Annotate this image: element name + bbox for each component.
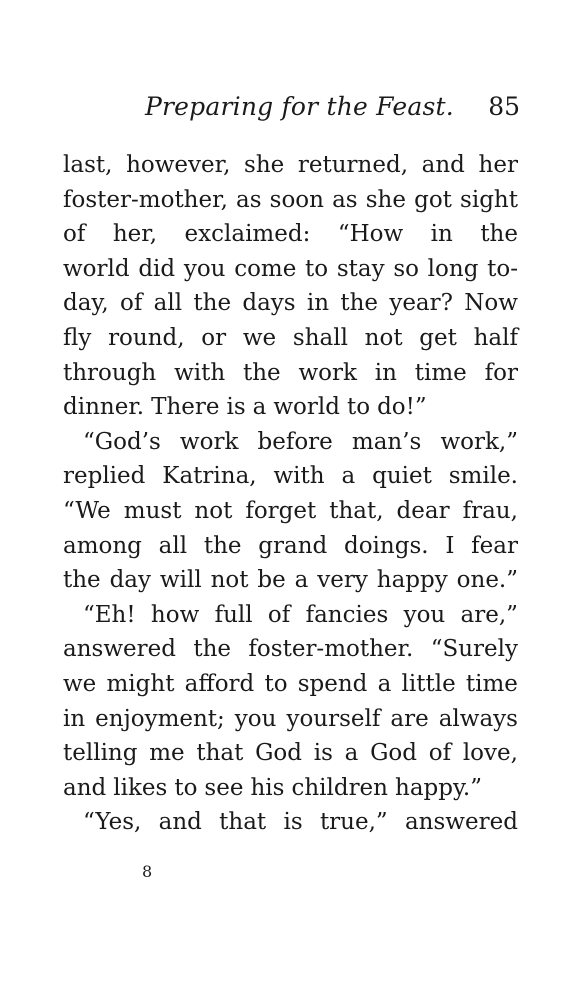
word: with <box>174 359 226 386</box>
word: fancies <box>305 601 389 628</box>
word: “Eh! <box>83 601 136 628</box>
word: “We <box>63 497 111 524</box>
word: answered <box>404 809 518 836</box>
word: spend <box>297 670 368 697</box>
word: of <box>267 601 291 628</box>
signature-mark: 8 <box>142 862 153 881</box>
word: of <box>63 221 86 248</box>
text-line <box>63 252 518 287</box>
text-line <box>63 356 518 391</box>
word: soon <box>269 186 324 213</box>
word: “How <box>337 221 404 248</box>
word: little <box>401 670 456 697</box>
word: work,” <box>440 428 518 455</box>
word: not <box>364 324 403 351</box>
word: world <box>63 255 130 282</box>
word: all <box>153 290 183 317</box>
word: must <box>123 497 182 524</box>
word: is <box>283 809 303 836</box>
word: world <box>273 394 340 421</box>
text-line <box>63 563 518 598</box>
text-line <box>63 390 518 425</box>
word: sight <box>460 186 518 213</box>
word: is <box>226 394 246 421</box>
word: always <box>438 705 518 732</box>
text-line <box>63 529 518 564</box>
word: a <box>294 567 309 594</box>
word: true,” <box>319 809 388 836</box>
word: exclaimed: <box>184 221 311 248</box>
text-line <box>63 459 518 494</box>
word: returned, <box>297 152 409 178</box>
word: dinner. <box>63 394 145 421</box>
word: the <box>193 636 232 663</box>
page-number: 85 <box>488 92 520 121</box>
word: for <box>484 359 518 386</box>
word: man’s <box>351 428 422 455</box>
word: There <box>151 394 220 421</box>
word: to <box>346 394 371 421</box>
word: enjoyment; <box>95 705 225 732</box>
word: and <box>158 809 202 836</box>
word: to <box>174 774 198 801</box>
word: did <box>138 255 176 282</box>
word: me <box>149 740 185 767</box>
word: children <box>291 774 388 801</box>
word: of <box>428 740 452 767</box>
word: and <box>63 774 107 801</box>
word: that, <box>329 497 384 524</box>
word: Now <box>464 290 518 317</box>
word: do!” <box>377 394 427 421</box>
body-text <box>63 148 518 840</box>
word: replied <box>63 463 146 490</box>
word: of <box>119 290 143 317</box>
text-line <box>63 771 518 806</box>
text-line <box>63 702 518 737</box>
word: stay <box>336 255 385 282</box>
word: all <box>158 532 188 559</box>
word: to- <box>487 255 518 282</box>
word: and <box>421 152 465 178</box>
word: the <box>203 532 242 559</box>
word: “God’s <box>83 428 161 455</box>
text-line <box>63 632 518 667</box>
word: afford <box>184 670 255 697</box>
word: will <box>159 567 202 594</box>
text-line <box>63 183 518 218</box>
running-title: Preparing for the Feast. <box>145 92 454 121</box>
word: last, <box>63 152 113 178</box>
word: day, <box>63 290 109 317</box>
word: you <box>183 255 226 282</box>
word: with <box>273 463 325 490</box>
word: dear <box>396 497 450 524</box>
word: so <box>393 255 419 282</box>
word: happy.” <box>395 774 482 801</box>
word: that <box>219 809 267 836</box>
word: not <box>210 567 249 594</box>
word: time <box>414 359 467 386</box>
word: in <box>430 221 453 248</box>
word: grand <box>258 532 328 559</box>
word: fear <box>471 532 518 559</box>
word: the <box>193 290 232 317</box>
word: as <box>332 186 358 213</box>
word: likes <box>113 774 168 801</box>
word: one.” <box>456 567 518 594</box>
word: doings. <box>343 532 429 559</box>
word: might <box>106 670 175 697</box>
word: her <box>478 152 518 178</box>
text-line <box>63 286 518 321</box>
word: how <box>150 601 200 628</box>
word: telling <box>63 740 138 767</box>
word: frau, <box>462 497 518 524</box>
word: to <box>305 255 329 282</box>
word: the <box>242 359 281 386</box>
word: we <box>242 324 277 351</box>
word: the <box>340 290 379 317</box>
word: time <box>465 670 518 697</box>
word: she <box>365 186 406 213</box>
word: not <box>194 497 233 524</box>
word: her, <box>112 221 158 248</box>
word: forget <box>245 497 317 524</box>
word: be <box>257 567 286 594</box>
word: a <box>344 740 359 767</box>
word: days <box>242 290 296 317</box>
word: she <box>244 152 285 178</box>
word: get <box>419 324 457 351</box>
text-line <box>63 598 518 633</box>
word: see <box>204 774 244 801</box>
word: a <box>252 394 267 421</box>
word: in <box>63 705 86 732</box>
word: through <box>63 359 157 386</box>
word: the <box>63 567 101 594</box>
word: that <box>196 740 244 767</box>
word: you <box>403 601 446 628</box>
word: work <box>179 428 239 455</box>
word: foster-mother. <box>248 636 414 663</box>
word: are <box>390 705 429 732</box>
word: got <box>414 186 452 213</box>
word: in <box>306 290 330 317</box>
word: foster-mother, <box>63 186 228 213</box>
word: God <box>255 740 303 767</box>
word: the <box>480 221 518 248</box>
word: a <box>341 463 356 490</box>
word: half <box>473 324 518 351</box>
word: a <box>377 670 392 697</box>
text-line <box>63 425 518 460</box>
word: long <box>427 255 479 282</box>
word: round, <box>108 324 185 351</box>
word: very <box>317 567 368 594</box>
word: fly <box>63 324 92 351</box>
word: “Yes, <box>83 809 142 836</box>
word: we <box>63 670 97 697</box>
word: come <box>234 255 297 282</box>
text-line <box>63 217 518 252</box>
text-line <box>63 805 518 840</box>
word: among <box>63 532 142 559</box>
word: happy <box>376 567 448 594</box>
word: as <box>236 186 262 213</box>
text-line <box>63 321 518 356</box>
word: I <box>445 532 455 559</box>
word: quiet <box>372 463 432 490</box>
word: however, <box>126 152 231 178</box>
word: Katrina, <box>162 463 257 490</box>
word: God <box>370 740 418 767</box>
word: are,” <box>460 601 518 628</box>
word: “Surely <box>430 636 518 663</box>
word: in <box>374 359 397 386</box>
word: year? <box>389 290 453 317</box>
text-line <box>63 736 518 771</box>
word: shall <box>292 324 348 351</box>
text-line <box>63 148 518 183</box>
text-line <box>63 667 518 702</box>
word: smile. <box>448 463 518 490</box>
page-header <box>145 92 520 132</box>
word: answered <box>63 636 176 663</box>
word: love, <box>462 740 518 767</box>
word: is <box>313 740 333 767</box>
word: day <box>109 567 152 594</box>
word: work <box>298 359 357 386</box>
word: his <box>250 774 285 801</box>
word: before <box>257 428 333 455</box>
text-line <box>63 494 518 529</box>
word: or <box>201 324 227 351</box>
word: you <box>234 705 277 732</box>
word: yourself <box>286 705 381 732</box>
word: full <box>214 601 253 628</box>
word: to <box>264 670 288 697</box>
